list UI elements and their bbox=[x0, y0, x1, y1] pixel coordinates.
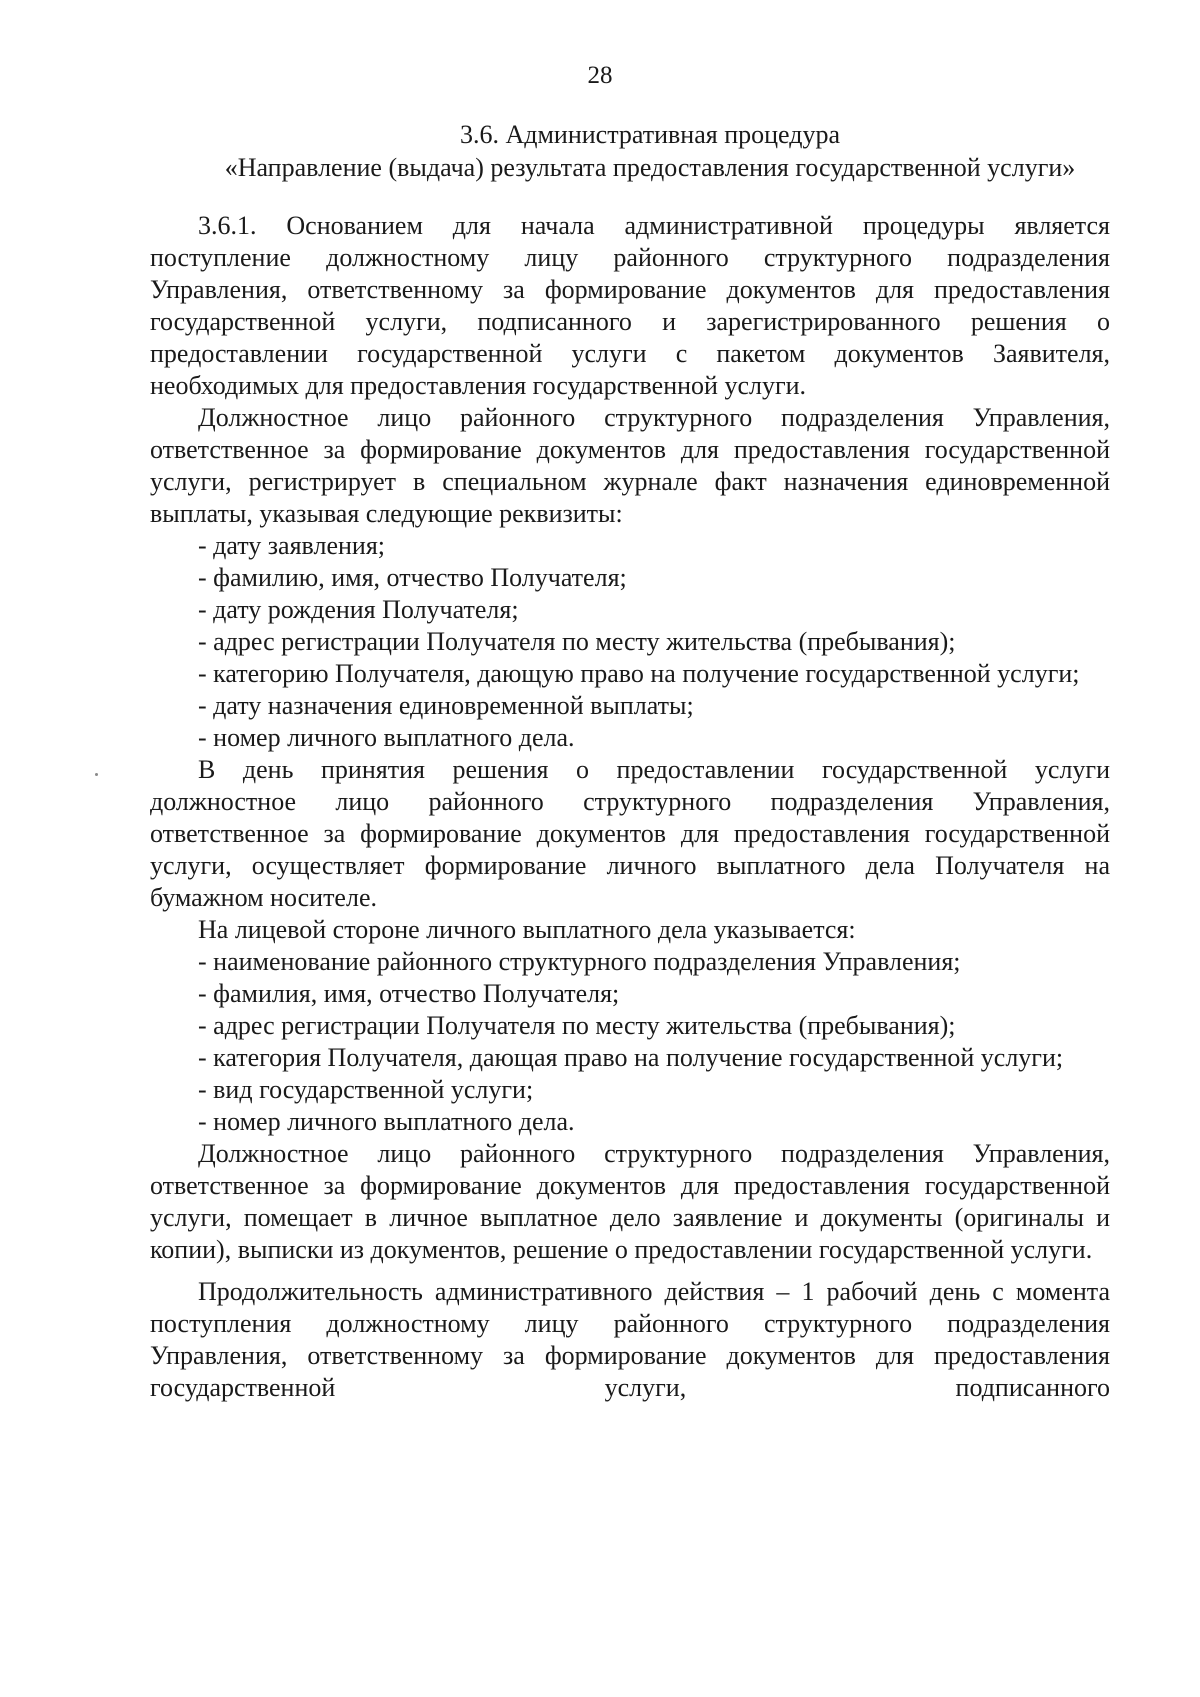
paragraph-registration: Должностное лицо районного структурного подразделения Управления, ответственное за формирование документов для предоставления государственной услуги, регистрирует в специальном журнале факт назначения единовременной выплаты, указывая следующие реквизиты: bbox=[150, 403, 1110, 528]
paragraph-cover-contents: На лицевой стороне личного выплатного дела указывается: bbox=[198, 915, 856, 944]
scan-speck bbox=[95, 773, 98, 776]
list-item: - номер личного выплатного дела. bbox=[198, 723, 575, 752]
list-item: - номер личного выплатного дела. bbox=[198, 1107, 575, 1136]
paragraph-duration: Продолжительность административного действия – 1 рабочий день с момента поступления должностному лицу районного структурного подразделения Управления, ответственному за формирование документов для предоставления государственной услуги, подписанного bbox=[150, 1277, 1110, 1402]
section-heading-title: 3.6. Административная процедура bbox=[459, 120, 841, 149]
list-item: - дату заявления; bbox=[198, 531, 386, 560]
paragraph-basis: 3.6.1. Основанием для начала административной процедуры является поступление должностному лицу районного структурного подразделения Управления, ответственному за формирование документов для предоставления государственной услуги, подписанного и зарегистрированного решения о предоставлении государственной услуги с пакетом документов Заявителя, необходимых для предоставления государственной услуги. bbox=[150, 211, 1110, 400]
section-heading-subtitle: «Направление (выдача) результата предоставления государственной услуги» bbox=[224, 153, 1076, 182]
list-item: - дату рождения Получателя; bbox=[198, 595, 519, 624]
list-item: - фамилию, имя, отчество Получателя; bbox=[198, 563, 627, 592]
section-heading bbox=[150, 118, 1150, 184]
list-item: - наименование районного структурного подразделения Управления; bbox=[198, 947, 961, 976]
list-item: - фамилия, имя, отчество Получателя; bbox=[198, 979, 620, 1008]
paragraph-file-contents: Должностное лицо районного структурного подразделения Управления, ответственное за формирование документов для предоставления государственной услуги, помещает в личное выплатное дело заявление и документы (оригиналы и копии), выписки из документов, решение о предоставлении государственной услуги. bbox=[150, 1139, 1110, 1264]
list-item: - адрес регистрации Получателя по месту жительства (пребывания); bbox=[198, 627, 956, 656]
paragraph-file-formation: В день принятия решения о предоставлении государственной услуги должностное лицо районного структурного подразделения Управления, ответственное за формирование документов для предоставления государственной услуги, осуществляет формирование личного выплатного дела Получателя на бумажном носителе. bbox=[150, 755, 1110, 912]
page-number: 28 bbox=[587, 62, 613, 89]
list-item: - адрес регистрации Получателя по месту жительства (пребывания); bbox=[198, 1011, 956, 1040]
list-item: - категорию Получателя, дающую право на получение государственной услуги; bbox=[198, 659, 1080, 688]
list-item: - вид государственной услуги; bbox=[198, 1075, 534, 1104]
document-body bbox=[150, 210, 1110, 1404]
list-item: - категория Получателя, дающая право на получение государственной услуги; bbox=[198, 1043, 1064, 1072]
list-item: - дату назначения единовременной выплаты; bbox=[198, 691, 694, 720]
